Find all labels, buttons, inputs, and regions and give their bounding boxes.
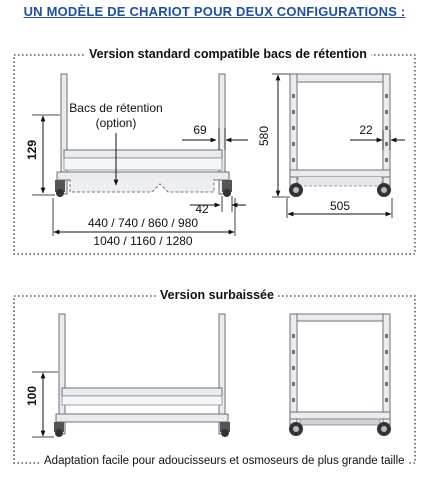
- dim-side-offset: 69: [193, 123, 207, 137]
- section-top-title: Version standard compatible bacs de rétention: [85, 47, 371, 61]
- dim-height-tray: 129: [25, 139, 39, 161]
- dim-height-low: 100: [25, 385, 39, 407]
- side-view-standard: [289, 74, 391, 197]
- dim-widths-line1: 440 / 740 / 860 / 980: [87, 216, 199, 230]
- retention-tray: [70, 179, 214, 192]
- front-view-low: [54, 314, 230, 437]
- tray-label-line1: Bacs de rétention: [69, 101, 163, 115]
- dim-wheel-offset: 42: [195, 202, 209, 216]
- side-view-low: [289, 314, 391, 436]
- section-bottom-title: Version surbaissée: [156, 288, 278, 302]
- dim-widths-line2: 1040 / 1160 / 1280: [93, 234, 193, 248]
- tray-label-line2: (option): [95, 116, 137, 130]
- section-bottom-caption: Adaptation facile pour adoucisseurs et osmoseurs de plus grande taille: [40, 455, 409, 467]
- dim-height-total: 580: [257, 125, 271, 147]
- dim-depth: 505: [329, 199, 351, 213]
- dim-side-right: 22: [359, 123, 373, 137]
- main-title: UN MODÈLE DE CHARIOT POUR DEUX CONFIGURATIONS :: [23, 4, 406, 19]
